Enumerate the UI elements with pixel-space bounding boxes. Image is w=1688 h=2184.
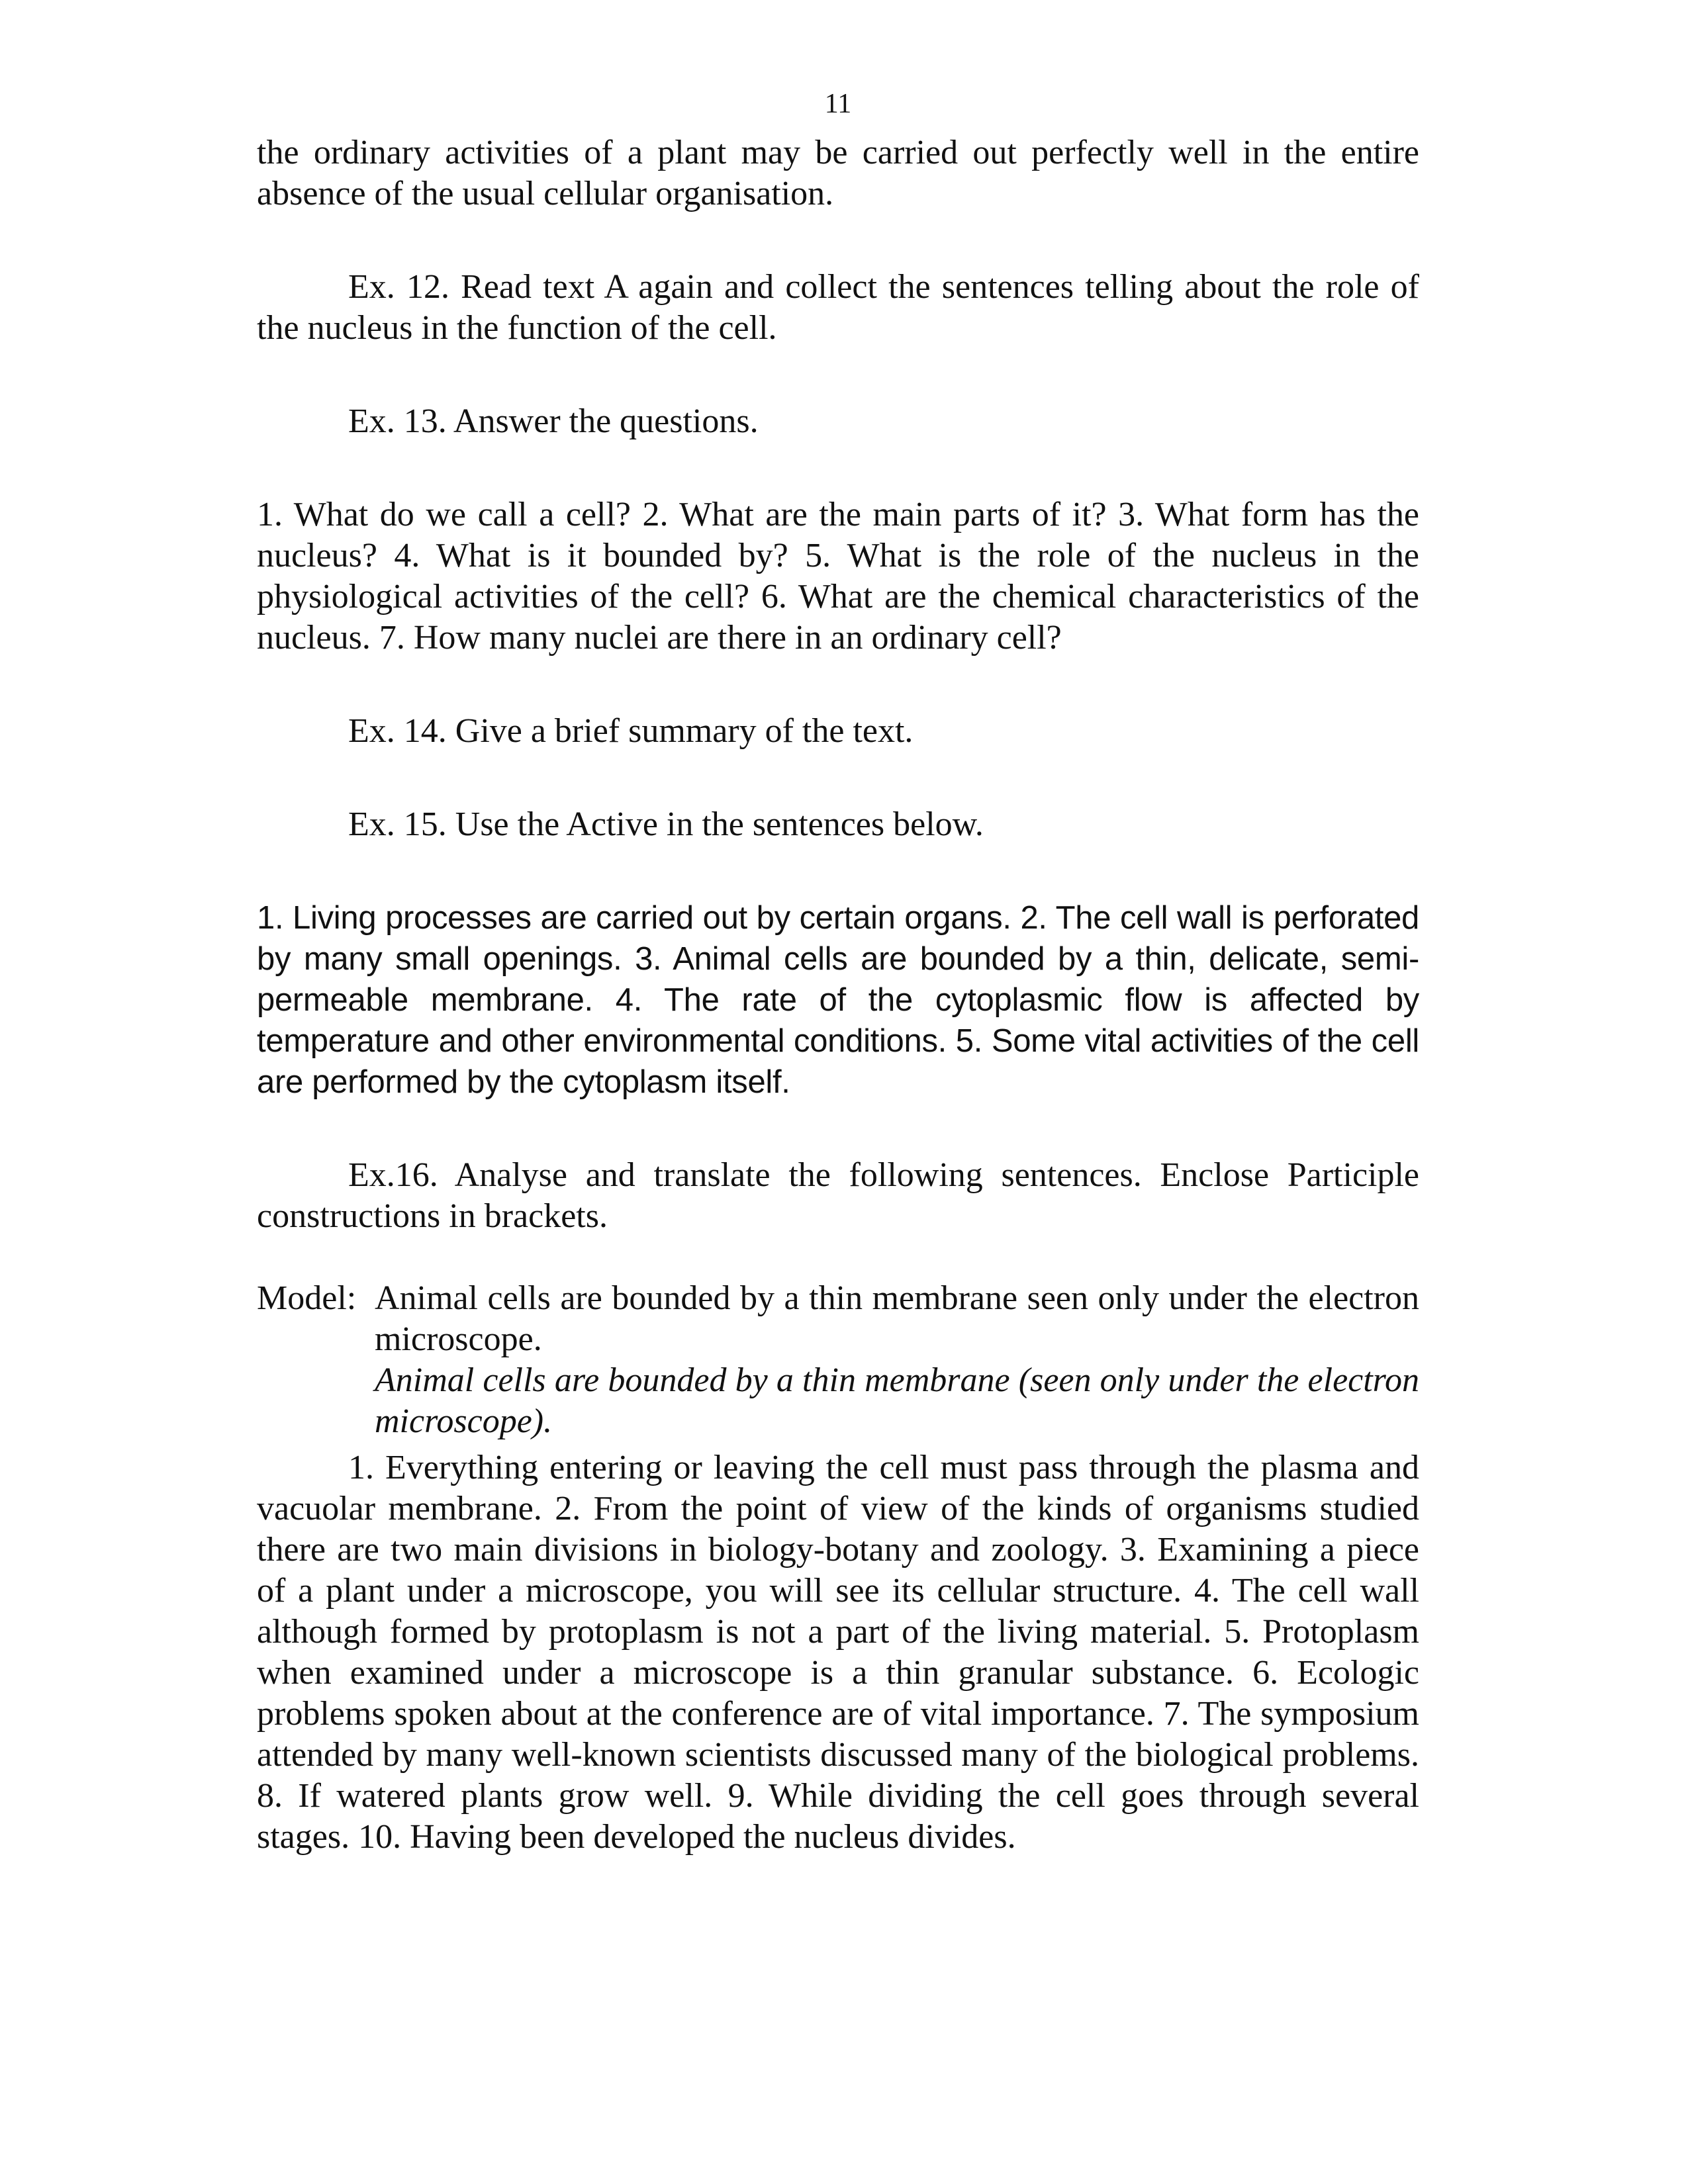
exercise-14-heading: Ex. 14. Give a brief summary of the text.	[348, 712, 914, 750]
model-sentence: Animal cells are bounded by a thin membrane seen only under the electron microscope.	[375, 1279, 1419, 1358]
exercise-13-questions: 1. What do we call a cell? 2. What are the main parts of it? 3. What form has the nucleus? 4. What is it bounded by? 5. What is the role of the nucleus in the physiological activities of the cell? 6. What are the chemical characteristics of the nucleus. 7. How many nuclei are there in an ordinary cell?	[257, 496, 1419, 657]
document-page	[257, 86, 1419, 1858]
continuation-paragraph: the ordinary activities of a plant may be carried out perfectly well in the entire absence of the usual cellular organisation.	[257, 134, 1419, 212]
model-label: Model:	[257, 1279, 357, 1317]
model-body	[375, 1278, 1419, 1442]
model-example	[257, 1278, 1419, 1442]
model-answer: Animal cells are bounded by a thin membrane (seen only under the electron microscope).	[375, 1361, 1419, 1440]
exercise-12: Ex. 12. Read text A again and collect the sentences telling about the role of the nucleus in the function of the cell.	[257, 268, 1419, 347]
exercise-16-sentences: 1. Everything entering or leaving the cell must pass through the plasma and vacuolar membrane. 2. From the point of view of the kinds of organisms studied there are two main divisions in biology-botany and zoology. 3. Examining a piece of a plant under a microscope, you will see its cellular structure. 4. The cell wall although formed by protoplasm is not a part of the living material. 5. Protoplasm when examined under a microscope is a thin granular substance. 6. Ecologic problems spoken about at the conference are of vital importance. 7. The symposium attended by many well-known scientists discussed many of the biological problems. 8. If watered plants grow well. 9. While dividing the cell goes through several stages. 10. Having been developed the nucleus divides.	[257, 1449, 1419, 1856]
exercise-16-heading: Ex.16. Analyse and translate the following sentences. Enclose Participle constructions in brackets.	[257, 1156, 1419, 1235]
exercise-15-sentences: 1. Living processes are carried out by certain organs. 2. The cell wall is perforated by many small openings. 3. Animal cells are bounded by a thin, delicate, semi-permeable membrane. 4. The rate of the cytoplasmic flow is affected by temperature and other environmental conditions. 5. Some vital activities of the cell are performed by the cytoplasm itself.	[257, 900, 1419, 1100]
page-number: 11	[824, 89, 852, 119]
exercise-13-heading: Ex. 13. Answer the questions.	[348, 402, 759, 440]
exercise-15-heading: Ex. 15. Use the Active in the sentences below.	[348, 805, 984, 843]
